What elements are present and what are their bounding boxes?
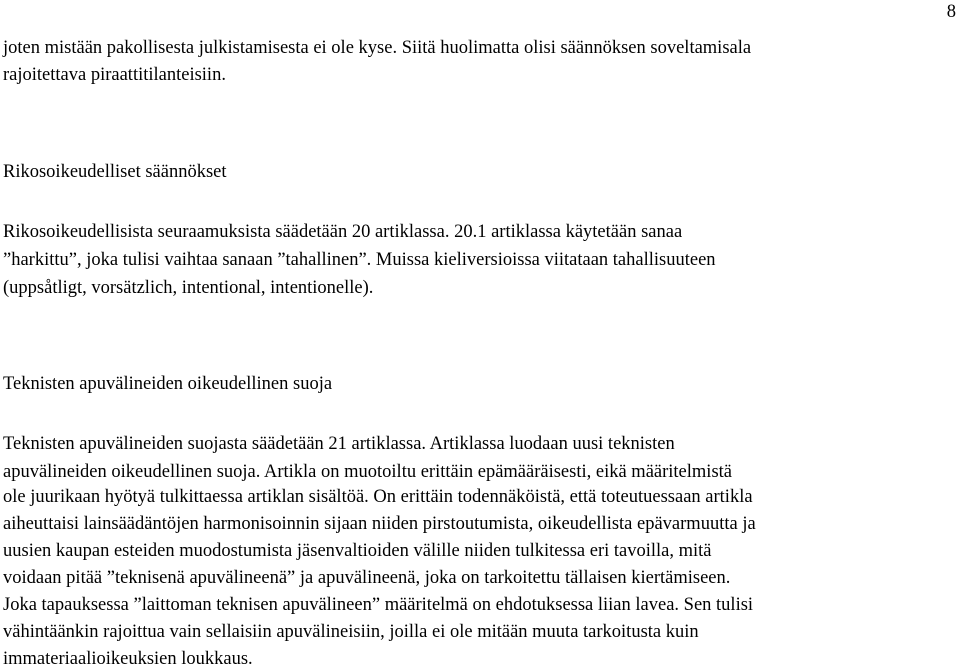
paragraph3-line-6: voidaan pitää ”teknisenä apuvälineenä” ja apuvälineenä, joka on tarkoitettu tällaisen kiertämiseen. bbox=[3, 568, 731, 588]
paragraph3-line-7: Joka tapauksessa ”laittoman teknisen apuvälineen” määritelmä on ehdotuksessa liian lavea. Sen tulisi bbox=[3, 595, 754, 615]
paragraph3-line-1: Teknisten apuvälineiden suojasta säädetään 21 artiklassa. Artiklassa luodaan uusi teknisten bbox=[3, 434, 675, 454]
paragraph2-line-2: ”harkittu”, joka tulisi vaihtaa sanaan ”tahallinen”. Muissa kieliversioissa viitataan tahallisuuteen bbox=[3, 250, 716, 270]
paragraph1-line-1: joten mistään pakollisesta julkistamisesta ei ole kyse. Siitä huolimatta olisi säännöksen soveltamisala bbox=[3, 38, 752, 58]
paragraph3-line-9: immateriaalioikeuksien loukkaus. bbox=[3, 649, 253, 669]
paragraph1-line-2: rajoitettava piraattitilanteisiin. bbox=[3, 65, 226, 85]
paragraph2-line-3: (uppsåtligt, vorsätzlich, intentional, intentionelle). bbox=[3, 278, 374, 298]
section-heading-criminal-provisions: Rikosoikeudelliset säännökset bbox=[3, 162, 227, 182]
paragraph3-line-4: aiheuttaisi lainsäädäntöjen harmonisoinnin sijaan niiden pirstoutumista, oikeudellista epävarmuutta ja bbox=[3, 514, 756, 534]
paragraph3-line-2: apuvälineiden oikeudellinen suoja. Artikla on muotoiltu erittäin epämääräisesti, eikä määritelmistä bbox=[3, 462, 732, 482]
paragraph2-line-1: Rikosoikeudellisista seuraamuksista säädetään 20 artiklassa. 20.1 artiklassa käytetään sanaa bbox=[3, 222, 683, 242]
page-number: 8 bbox=[946, 2, 956, 22]
paragraph3-line-5: uusien kaupan esteiden muodostumista jäsenvaltioiden välille niiden tulkitessa eri tavoilla, mitä bbox=[3, 541, 712, 561]
section-heading-technical-measures: Teknisten apuvälineiden oikeudellinen suoja bbox=[3, 374, 333, 394]
paragraph3-line-8: vähintäänkin rajoittua vain sellaisiin apuvälineisiin, joilla ei ole mitään muuta tarkoitusta kuin bbox=[3, 622, 699, 642]
paragraph3-line-3: ole juurikaan hyötyä tulkittaessa artiklan sisältöä. On erittäin todennäköistä, että toteutuessaan artikla bbox=[3, 487, 753, 507]
